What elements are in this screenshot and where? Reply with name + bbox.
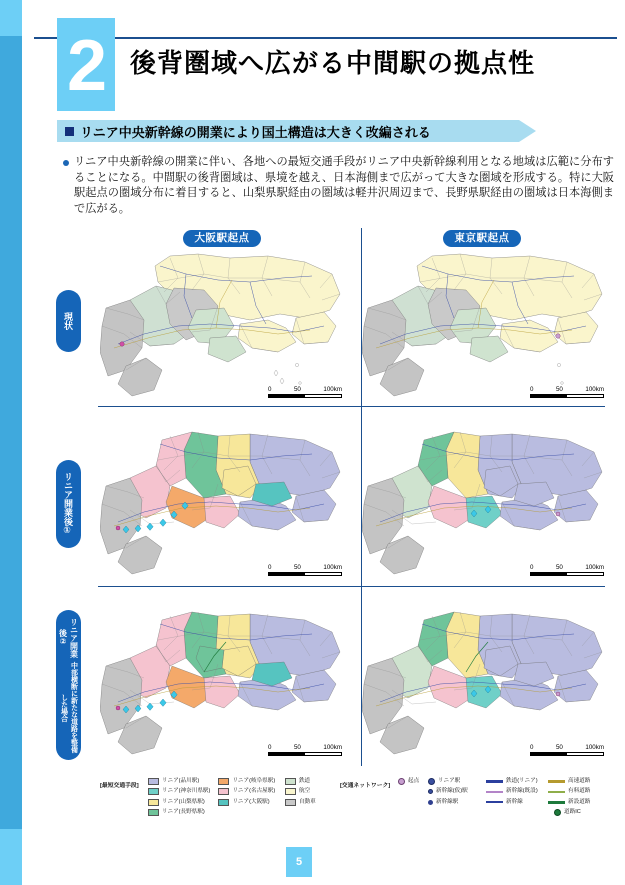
section-banner [57, 120, 519, 142]
scalebar [268, 564, 342, 576]
row-label-after-2-main: リニア開業後② [58, 617, 79, 658]
legend-item [554, 809, 598, 816]
scale-tick-0: 0 [268, 386, 272, 393]
map-osaka-current [100, 248, 350, 403]
row-label-after-2-sub: 中部横断に新たな道路を整備した場合 [60, 662, 78, 754]
shinkansen-station-dot-icon [428, 800, 433, 805]
page-title: 後背圏域へ広がる中間駅の拠点性 [130, 48, 536, 78]
legend-item-origin [398, 778, 428, 785]
scale-tick-0: 0 [268, 564, 272, 571]
linear-station-dot-icon [428, 778, 435, 785]
scale-tick-1: 50 [293, 744, 301, 751]
column-header-tokyo: 東京駅起点 [443, 230, 521, 247]
legend-label: 新幹線(仮)駅 [436, 788, 468, 795]
legend-label: 新設道路 [568, 798, 591, 805]
legend-item [218, 788, 285, 795]
legend-item [285, 778, 328, 785]
shinkansen-temp-station-dot-icon [428, 789, 433, 794]
legend-label: 高速道路 [568, 778, 591, 784]
scale-tick-1: 50 [555, 744, 563, 751]
scale-tick-2: 100km [323, 744, 342, 751]
left-edge-bar-top [0, 0, 22, 36]
row-label-current: 現状 [56, 290, 81, 352]
color-swatch [218, 788, 229, 795]
legend-label: 有料道路 [568, 788, 591, 795]
left-edge-bar-main [0, 36, 22, 829]
row-divider-1 [98, 406, 605, 407]
legend-label: リニア駅 [438, 778, 461, 784]
legend-item [486, 788, 548, 795]
scale-tick-1: 50 [555, 564, 563, 571]
color-swatch [148, 799, 159, 806]
map-osaka-after2 [100, 606, 350, 761]
scale-tick-1: 50 [293, 564, 301, 571]
legend-item [148, 778, 218, 785]
color-swatch [285, 788, 296, 795]
body-paragraph-block [62, 155, 614, 217]
scale-tick-2: 100km [585, 564, 604, 571]
map-svg [100, 426, 350, 581]
legend-label: リニア(山梨県駅) [162, 798, 205, 805]
color-swatch [148, 778, 159, 785]
legend-item [285, 799, 328, 806]
column-header-osaka: 大阪駅起点 [183, 230, 261, 247]
railway-linear-line-icon [486, 780, 503, 782]
legend-column [428, 778, 486, 816]
map-svg [362, 606, 612, 761]
legend-item [148, 788, 218, 795]
legend-column [486, 778, 548, 816]
legend-column [218, 778, 285, 816]
scale-tick-1: 50 [555, 386, 563, 393]
color-swatch [218, 778, 229, 785]
map-tokyo-after1 [362, 426, 612, 581]
banner-square-icon [65, 127, 74, 136]
legend-label: 新幹線(既設) [506, 788, 538, 795]
legend-label: リニア(品川駅) [162, 778, 200, 784]
legend-column-origin [398, 778, 428, 816]
row-label-after-2 [56, 610, 81, 760]
legend-item [428, 788, 486, 795]
new-road-line-icon [548, 801, 565, 804]
scale-tick-0: 0 [268, 744, 272, 751]
row-label-after-1: リニア開業後① [56, 460, 81, 548]
legend-item [218, 799, 285, 806]
legend-item [218, 778, 285, 785]
legend-item [285, 788, 328, 795]
page-number: 5 [286, 847, 312, 877]
shinkansen-existing-line-icon [486, 791, 503, 793]
scale-tick-1: 50 [293, 386, 301, 393]
toll-road-line-icon [548, 791, 565, 793]
map-svg [100, 248, 350, 403]
road-ic-dot-icon [554, 809, 561, 816]
legend-column [548, 778, 598, 816]
legend-label: リニア(岐阜県駅) [232, 778, 276, 784]
origin-dot-icon [398, 778, 405, 785]
legend-network-columns [398, 778, 602, 816]
legend-label: 自動車 [298, 798, 316, 805]
scale-tick-2: 100km [323, 386, 342, 393]
header-rule [34, 37, 617, 39]
color-swatch [285, 778, 296, 785]
legend-transport-title: [最短交通手段] [100, 783, 139, 789]
legend-transport-mode [100, 778, 328, 816]
row-divider-2 [98, 586, 605, 587]
color-swatch [148, 788, 159, 795]
legend-column [148, 778, 218, 816]
legend-item [428, 778, 486, 785]
legend-item [548, 799, 598, 806]
map-tokyo-current [362, 248, 612, 403]
map-svg [362, 248, 612, 403]
legend-column [285, 778, 328, 816]
shinkansen-line-icon [486, 801, 503, 803]
map-svg [100, 606, 350, 761]
legend-network [340, 778, 602, 816]
left-edge-bar-bottom [0, 829, 22, 885]
color-swatch [148, 809, 159, 816]
legend-label: 起点 [408, 778, 420, 784]
body-paragraph: リニア中央新幹線の開業に伴い、各地への最短交通手段がリニア中央新幹線利用となる地域は広範に分布することになる。中間駅の後背圏域は、県境を越え、日本海側まで広がって大きな圏域を形成する。特に大阪駅起点の圏域分布に着目すると、山梨県駅経由の圏域は軽井沢周辺まで、長野県駅経由の圏域は日本海側まで広がる。 [74, 156, 614, 215]
scale-tick-2: 100km [585, 386, 604, 393]
color-swatch [285, 799, 296, 806]
legend-label: 鉄道(リニア) [506, 778, 538, 784]
scale-tick-2: 100km [585, 744, 604, 751]
legend-item [548, 788, 598, 795]
legend-label: 新幹線 [506, 798, 523, 805]
map-figure-grid [50, 228, 605, 773]
legend-item [148, 799, 218, 806]
legend-label: リニア(神奈川県駅) [162, 788, 211, 795]
scale-tick-0: 0 [530, 744, 534, 751]
scalebar [530, 744, 604, 756]
legend-label: 新幹線駅 [436, 798, 459, 805]
scalebar [268, 744, 342, 756]
map-tokyo-after2 [362, 606, 612, 761]
scalebar [268, 386, 342, 398]
scale-tick-2: 100km [323, 564, 342, 571]
legend-label: 道路IC [564, 809, 581, 816]
scalebar [530, 386, 604, 398]
legend-item [548, 778, 598, 785]
legend-label: リニア(長野県駅) [162, 809, 205, 816]
section-banner-text: リニア中央新幹線の開業により国土構造は大きく改編される [80, 124, 431, 140]
map-osaka-after1 [100, 426, 350, 581]
legend-transport-columns [148, 778, 328, 816]
color-swatch [218, 799, 229, 806]
legend-item [428, 799, 486, 806]
bullet-dot-icon [63, 160, 69, 166]
map-svg [362, 426, 612, 581]
scale-tick-0: 0 [530, 564, 534, 571]
legend-label: リニア(大阪駅) [232, 798, 270, 805]
legend-label: 航空 [298, 788, 311, 795]
legend-item [148, 809, 218, 816]
legend-item [486, 778, 548, 785]
legend-label: リニア(名古屋駅) [232, 788, 276, 795]
legend-network-title: [交通ネットワーク] [340, 783, 391, 789]
chapter-number-badge: 2 [57, 18, 115, 111]
scale-tick-0: 0 [530, 386, 534, 393]
legend-label: 鉄道 [298, 778, 311, 784]
scalebar [530, 564, 604, 576]
legend-item [486, 799, 548, 806]
expressway-line-icon [548, 780, 565, 782]
